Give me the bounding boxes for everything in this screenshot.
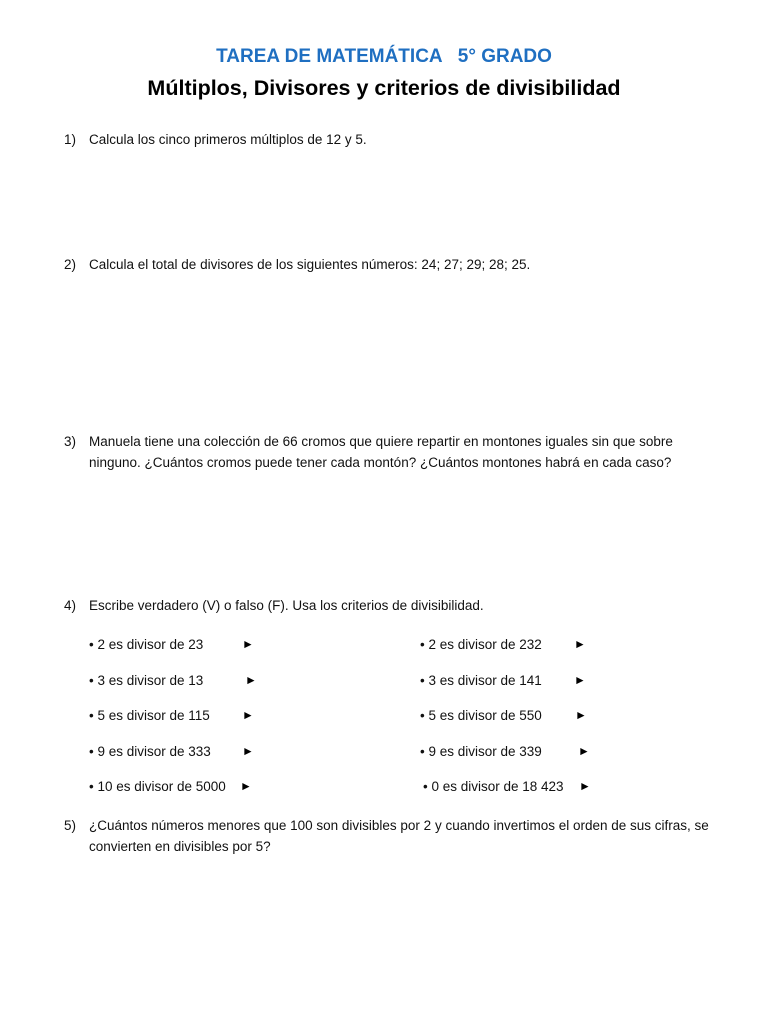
statement-left-1: • 2 es divisor de 23 — [89, 637, 204, 652]
statement-right-4: • 9 es divisor de 339 — [420, 744, 542, 759]
arrow-right-icon: ► — [575, 708, 587, 722]
arrow-right-icon: ► — [578, 744, 590, 758]
arrow-right-icon: ► — [245, 673, 257, 687]
question-text: ¿Cuántos números menores que 100 son divisibles por 2 y cuando invertimos el orden de sus cifras, se convierten en divisibles por 5? — [89, 818, 709, 854]
arrow-right-icon: ► — [574, 673, 586, 687]
arrow-right-icon: ► — [579, 779, 591, 793]
statement-left-4: • 9 es divisor de 333 — [89, 744, 211, 759]
arrow-right-icon: ► — [242, 708, 254, 722]
question-number: 3) — [64, 434, 77, 449]
statement-left-3: • 5 es divisor de 115 — [89, 708, 210, 723]
arrow-right-icon: ► — [242, 744, 254, 758]
question-number: 4) — [64, 598, 77, 613]
statement-right-5: • 0 es divisor de 18 423 — [423, 779, 564, 794]
statement-left-5: • 10 es divisor de 5000 — [89, 779, 226, 794]
question-text: Calcula los cinco primeros múltiplos de 12 y 5. — [89, 132, 367, 147]
statement-right-3: • 5 es divisor de 550 — [420, 708, 542, 723]
statement-left-2: • 3 es divisor de 13 — [89, 673, 204, 688]
page-subtitle: Múltiplos, Divisores y criterios de divisibilidad — [147, 76, 621, 100]
statement-right-1: • 2 es divisor de 232 — [420, 637, 542, 652]
question-text: Calcula el total de divisores de los siguientes números: 24; 27; 29; 28; 25. — [89, 257, 531, 272]
question-text: Escribe verdadero (V) o falso (F). Usa los criterios de divisibilidad. — [89, 598, 484, 613]
arrow-right-icon: ► — [240, 779, 252, 793]
statement-right-2: • 3 es divisor de 141 — [420, 673, 542, 688]
question-number: 2) — [64, 257, 77, 272]
question-text: Manuela tiene una colección de 66 cromos que quiere repartir en montones iguales sin que sobre ninguno. ¿Cuántos cromos puede tener cada montón? ¿Cuántos montones habrá en cada caso? — [89, 434, 673, 470]
arrow-right-icon: ► — [242, 637, 254, 651]
arrow-right-icon: ► — [574, 637, 586, 651]
question-number: 5) — [64, 818, 77, 833]
question-number: 1) — [64, 132, 77, 147]
page-title: TAREA DE MATEMÁTICA 5° GRADO — [216, 46, 552, 67]
